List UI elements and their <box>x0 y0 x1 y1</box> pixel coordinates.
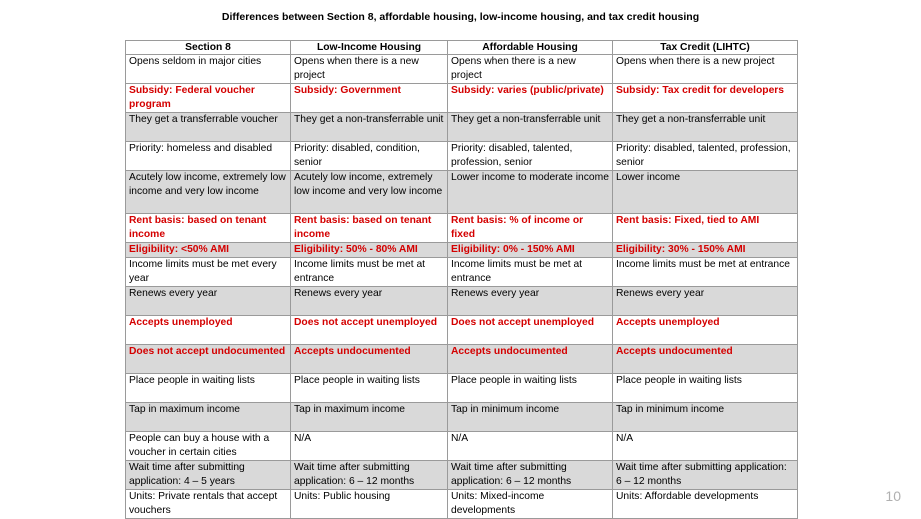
table-row <box>126 287 798 316</box>
table-cell: Acutely low income, extremely low income and very low income <box>126 171 291 214</box>
table-cell: Does not accept unemployed <box>448 316 613 345</box>
table-cell: Place people in waiting lists <box>291 374 448 403</box>
table-cell: Wait time after submitting application: 6 – 12 months <box>613 461 798 490</box>
header-low-income-housing: Low-Income Housing <box>291 41 448 55</box>
table-cell: Subsidy: Federal voucher program <box>126 84 291 113</box>
table-row <box>126 490 798 519</box>
table-cell: Renews every year <box>291 287 448 316</box>
table-cell: Income limits must be met every year <box>126 258 291 287</box>
page-title: Differences between Section 8, affordable housing, low-income housing, and tax credit housing <box>221 11 700 23</box>
comparison-table <box>125 40 798 519</box>
table-cell: Income limits must be met at entrance <box>613 258 798 287</box>
table-cell: Does not accept unemployed <box>291 316 448 345</box>
page-number: 10 <box>885 488 901 504</box>
table-cell: Units: Affordable developments <box>613 490 798 519</box>
table-row <box>126 84 798 113</box>
table-cell: Opens when there is a new project <box>448 55 613 84</box>
table-cell: Subsidy: varies (public/private) <box>448 84 613 113</box>
table-cell: N/A <box>291 432 448 461</box>
table-cell: Renews every year <box>448 287 613 316</box>
header-row <box>126 41 798 55</box>
table-cell: Rent basis: Fixed, tied to AMI <box>613 214 798 243</box>
table-cell: Priority: disabled, condition, senior <box>291 142 448 171</box>
table-cell: Priority: disabled, talented, profession, senior <box>613 142 798 171</box>
table-cell: Wait time after submitting application: 6 – 12 months <box>448 461 613 490</box>
table-cell: Acutely low income, extremely low income and very low income <box>291 171 448 214</box>
table-cell: Lower income to moderate income <box>448 171 613 214</box>
table-cell: Renews every year <box>126 287 291 316</box>
table-cell: Renews every year <box>613 287 798 316</box>
table-cell: Opens seldom in major cities <box>126 55 291 84</box>
table-cell: Units: Public housing <box>291 490 448 519</box>
table-row <box>126 461 798 490</box>
table-cell: They get a non-transferrable unit <box>613 113 798 142</box>
table-cell: Accepts undocumented <box>291 345 448 374</box>
table-cell: Income limits must be met at entrance <box>291 258 448 287</box>
table-cell: Place people in waiting lists <box>126 374 291 403</box>
table-row <box>126 113 798 142</box>
header-affordable-housing: Affordable Housing <box>448 41 613 55</box>
table-cell: Lower income <box>613 171 798 214</box>
table-cell: Accepts undocumented <box>613 345 798 374</box>
table-cell: Eligibility: 30% - 150% AMI <box>613 243 798 258</box>
table-row <box>126 374 798 403</box>
table-cell: Opens when there is a new project <box>291 55 448 84</box>
table-row <box>126 258 798 287</box>
table-cell: Accepts unemployed <box>613 316 798 345</box>
table-cell: People can buy a house with a voucher in certain cities <box>126 432 291 461</box>
table-row <box>126 142 798 171</box>
header-section-8: Section 8 <box>126 41 291 55</box>
table-cell: Subsidy: Tax credit for developers <box>613 84 798 113</box>
table-cell: Accepts unemployed <box>126 316 291 345</box>
table-cell: Rent basis: based on tenant income <box>291 214 448 243</box>
table-row <box>126 403 798 432</box>
table-cell: Units: Mixed-income developments <box>448 490 613 519</box>
table-row <box>126 55 798 84</box>
table-cell: Place people in waiting lists <box>448 374 613 403</box>
table-row <box>126 316 798 345</box>
table-cell: They get a non-transferrable unit <box>291 113 448 142</box>
table-cell: Tap in minimum income <box>448 403 613 432</box>
table-cell: Wait time after submitting application: 6 – 12 months <box>291 461 448 490</box>
table-row <box>126 345 798 374</box>
table-cell: Tap in maximum income <box>291 403 448 432</box>
table-row <box>126 171 798 214</box>
table-cell: Tap in maximum income <box>126 403 291 432</box>
table-row <box>126 432 798 461</box>
table-cell: Wait time after submitting application: 4 – 5 years <box>126 461 291 490</box>
header-tax-credit: Tax Credit (LIHTC) <box>613 41 798 55</box>
table-cell: Subsidy: Government <box>291 84 448 113</box>
table-cell: Eligibility: 0% - 150% AMI <box>448 243 613 258</box>
table-row <box>126 214 798 243</box>
table-cell: Accepts undocumented <box>448 345 613 374</box>
table-cell: Does not accept undocumented <box>126 345 291 374</box>
table-cell: Tap in minimum income <box>613 403 798 432</box>
table-row <box>126 243 798 258</box>
table-cell: Priority: disabled, talented, profession, senior <box>448 142 613 171</box>
table-cell: Eligibility: <50% AMI <box>126 243 291 258</box>
table-cell: Priority: homeless and disabled <box>126 142 291 171</box>
table-cell: Rent basis: based on tenant income <box>126 214 291 243</box>
table-cell: Units: Private rentals that accept vouchers <box>126 490 291 519</box>
table-cell: They get a non-transferrable unit <box>448 113 613 142</box>
table-cell: Opens when there is a new project <box>613 55 798 84</box>
table-cell: Eligibility: 50% - 80% AMI <box>291 243 448 258</box>
table-cell: They get a transferrable voucher <box>126 113 291 142</box>
table-cell: N/A <box>613 432 798 461</box>
table-cell: Income limits must be met at entrance <box>448 258 613 287</box>
table-cell: N/A <box>448 432 613 461</box>
table-cell: Place people in waiting lists <box>613 374 798 403</box>
table-cell: Rent basis: % of income or fixed <box>448 214 613 243</box>
